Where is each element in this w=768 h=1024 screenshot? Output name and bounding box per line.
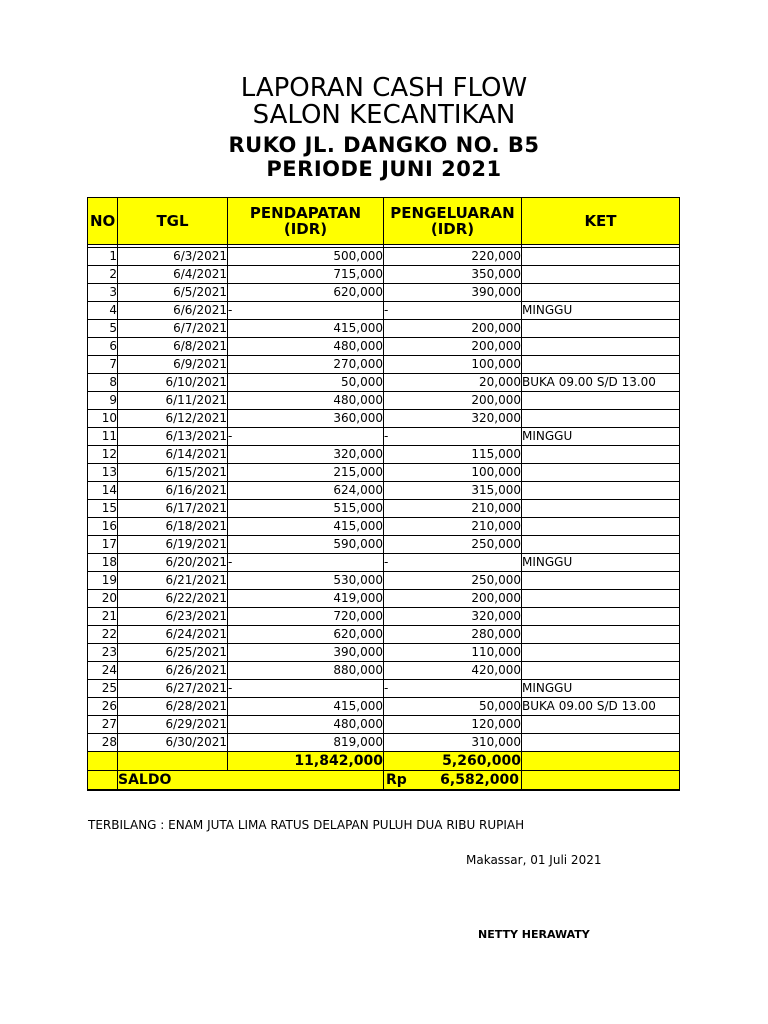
row-ket: MINGGU	[522, 302, 680, 320]
row-pendapatan: -	[228, 428, 384, 446]
row-no: 25	[88, 680, 118, 698]
row-date: 6/7/2021	[118, 320, 228, 338]
row-pengeluaran: 280,000	[384, 626, 522, 644]
row-date: 6/3/2021	[118, 248, 228, 266]
row-ket: MINGGU	[522, 680, 680, 698]
row-date: 6/27/2021	[118, 680, 228, 698]
row-pendapatan: 415,000	[228, 518, 384, 536]
row-pendapatan: 720,000	[228, 608, 384, 626]
table-row	[88, 536, 680, 554]
row-no: 6	[88, 338, 118, 356]
row-pendapatan: 480,000	[228, 392, 384, 410]
row-pendapatan: 360,000	[228, 410, 384, 428]
row-date: 6/11/2021	[118, 392, 228, 410]
row-ket	[522, 338, 680, 356]
row-pengeluaran: 110,000	[384, 644, 522, 662]
row-pengeluaran: 210,000	[384, 500, 522, 518]
row-pendapatan: 620,000	[228, 284, 384, 302]
row-pengeluaran: -	[384, 680, 522, 698]
col-header-pendapatan	[228, 198, 384, 245]
table-row	[88, 554, 680, 572]
table-row	[88, 464, 680, 482]
row-pengeluaran: 320,000	[384, 608, 522, 626]
row-no: 1	[88, 248, 118, 266]
row-pendapatan: 480,000	[228, 716, 384, 734]
address: RUKO JL. DANGKO NO. B5	[228, 133, 540, 157]
row-ket: BUKA 09.00 S/D 13.00	[522, 374, 680, 392]
row-no: 15	[88, 500, 118, 518]
row-date: 6/14/2021	[118, 446, 228, 464]
saldo-ket-cell	[522, 771, 680, 791]
row-pengeluaran: 350,000	[384, 266, 522, 284]
saldo-value: 6,582,000	[440, 772, 519, 788]
row-no: 27	[88, 716, 118, 734]
period: PERIODE JUNI 2021	[266, 157, 502, 181]
row-pendapatan: 419,000	[228, 590, 384, 608]
row-ket	[522, 446, 680, 464]
row-ket: BUKA 09.00 S/D 13.00	[522, 698, 680, 716]
table-row	[88, 266, 680, 284]
row-pendapatan: 515,000	[228, 500, 384, 518]
row-date: 6/26/2021	[118, 662, 228, 680]
total-row	[88, 752, 680, 771]
col-header-ket: KET	[522, 198, 680, 245]
row-no: 3	[88, 284, 118, 302]
row-pengeluaran: 200,000	[384, 392, 522, 410]
row-ket	[522, 464, 680, 482]
row-ket	[522, 608, 680, 626]
row-pendapatan: 624,000	[228, 482, 384, 500]
row-pendapatan: 819,000	[228, 734, 384, 752]
row-ket	[522, 518, 680, 536]
report-title: LAPORAN CASH FLOW	[240, 73, 528, 103]
row-no: 23	[88, 644, 118, 662]
table-row	[88, 662, 680, 680]
row-ket	[522, 644, 680, 662]
table-row	[88, 698, 680, 716]
row-ket	[522, 248, 680, 266]
saldo-no-cell	[88, 771, 118, 791]
table-row	[88, 716, 680, 734]
col-header-pengeluaran	[384, 198, 522, 245]
row-pendapatan: -	[228, 554, 384, 572]
row-no: 9	[88, 392, 118, 410]
row-pendapatan: 480,000	[228, 338, 384, 356]
row-no: 28	[88, 734, 118, 752]
table-row	[88, 428, 680, 446]
table-row	[88, 248, 680, 266]
table-row	[88, 446, 680, 464]
table-row	[88, 374, 680, 392]
row-pengeluaran: 250,000	[384, 572, 522, 590]
row-date: 6/15/2021	[118, 464, 228, 482]
table-row	[88, 572, 680, 590]
row-pengeluaran: 20,000	[384, 374, 522, 392]
table-row	[88, 392, 680, 410]
row-ket	[522, 662, 680, 680]
row-date: 6/9/2021	[118, 356, 228, 374]
row-date: 6/20/2021	[118, 554, 228, 572]
row-pendapatan: 320,000	[228, 446, 384, 464]
row-ket	[522, 392, 680, 410]
row-ket	[522, 266, 680, 284]
table-row	[88, 482, 680, 500]
table-row	[88, 338, 680, 356]
row-pendapatan: 590,000	[228, 536, 384, 554]
row-pengeluaran: -	[384, 554, 522, 572]
row-ket: MINGGU	[522, 428, 680, 446]
row-no: 20	[88, 590, 118, 608]
row-pengeluaran: 100,000	[384, 464, 522, 482]
header-row	[88, 198, 680, 245]
row-date: 6/30/2021	[118, 734, 228, 752]
total-tgl-cell	[118, 752, 228, 771]
row-ket: MINGGU	[522, 554, 680, 572]
table-row	[88, 410, 680, 428]
row-pendapatan: 530,000	[228, 572, 384, 590]
row-pendapatan: 620,000	[228, 626, 384, 644]
row-no: 11	[88, 428, 118, 446]
row-pengeluaran: 210,000	[384, 518, 522, 536]
row-no: 19	[88, 572, 118, 590]
table-body	[88, 248, 680, 752]
row-no: 18	[88, 554, 118, 572]
row-no: 26	[88, 698, 118, 716]
row-pengeluaran: 200,000	[384, 338, 522, 356]
row-no: 16	[88, 518, 118, 536]
row-date: 6/23/2021	[118, 608, 228, 626]
row-pengeluaran: 200,000	[384, 320, 522, 338]
row-date: 6/12/2021	[118, 410, 228, 428]
row-pengeluaran: -	[384, 302, 522, 320]
row-pengeluaran: 390,000	[384, 284, 522, 302]
saldo-label: SALDO	[118, 771, 384, 791]
row-no: 13	[88, 464, 118, 482]
row-pendapatan: -	[228, 302, 384, 320]
row-ket	[522, 716, 680, 734]
row-date: 6/8/2021	[118, 338, 228, 356]
cash-flow-table	[87, 197, 680, 791]
total-ket-cell	[522, 752, 680, 771]
row-no: 4	[88, 302, 118, 320]
row-date: 6/5/2021	[118, 284, 228, 302]
row-no: 22	[88, 626, 118, 644]
table-row	[88, 518, 680, 536]
row-no: 7	[88, 356, 118, 374]
row-ket	[522, 590, 680, 608]
row-pendapatan: 500,000	[228, 248, 384, 266]
table-row	[88, 644, 680, 662]
row-ket	[522, 626, 680, 644]
row-pengeluaran: -	[384, 428, 522, 446]
col-header-tgl: TGL	[118, 198, 228, 245]
row-pendapatan: 390,000	[228, 644, 384, 662]
row-ket	[522, 734, 680, 752]
row-no: 8	[88, 374, 118, 392]
row-pendapatan: 50,000	[228, 374, 384, 392]
row-date: 6/25/2021	[118, 644, 228, 662]
row-pengeluaran: 320,000	[384, 410, 522, 428]
row-date: 6/29/2021	[118, 716, 228, 734]
row-no: 5	[88, 320, 118, 338]
row-date: 6/24/2021	[118, 626, 228, 644]
table-row	[88, 500, 680, 518]
table-row	[88, 626, 680, 644]
row-no: 17	[88, 536, 118, 554]
row-pendapatan: 880,000	[228, 662, 384, 680]
table-row	[88, 284, 680, 302]
table-row	[88, 680, 680, 698]
row-date: 6/19/2021	[118, 536, 228, 554]
row-no: 12	[88, 446, 118, 464]
amount-in-words: TERBILANG : ENAM JUTA LIMA RATUS DELAPAN PULUH DUA RIBU RUPIAH	[88, 818, 525, 832]
row-no: 14	[88, 482, 118, 500]
row-date: 6/13/2021	[118, 428, 228, 446]
row-pengeluaran: 50,000	[384, 698, 522, 716]
row-pengeluaran: 315,000	[384, 482, 522, 500]
saldo-amount-cell	[384, 771, 522, 791]
row-ket	[522, 320, 680, 338]
row-pengeluaran: 200,000	[384, 590, 522, 608]
row-pendapatan: 415,000	[228, 320, 384, 338]
row-no: 2	[88, 266, 118, 284]
row-pengeluaran: 310,000	[384, 734, 522, 752]
row-ket	[522, 536, 680, 554]
col-header-pengeluaran-label: PENGELUARAN (IDR)	[390, 204, 515, 238]
row-ket	[522, 572, 680, 590]
row-ket	[522, 500, 680, 518]
row-pengeluaran: 120,000	[384, 716, 522, 734]
total-pengeluaran: 5,260,000	[384, 752, 522, 771]
row-no: 24	[88, 662, 118, 680]
table-row	[88, 320, 680, 338]
row-ket	[522, 410, 680, 428]
table-row	[88, 734, 680, 752]
col-header-pendapatan-label: PENDAPATAN (IDR)	[249, 204, 362, 238]
table-row	[88, 608, 680, 626]
table-row	[88, 590, 680, 608]
col-header-no: NO	[88, 198, 118, 245]
row-pengeluaran: 420,000	[384, 662, 522, 680]
row-pendapatan: 215,000	[228, 464, 384, 482]
row-pengeluaran: 250,000	[384, 536, 522, 554]
row-no: 10	[88, 410, 118, 428]
row-ket	[522, 284, 680, 302]
row-date: 6/18/2021	[118, 518, 228, 536]
total-no-cell	[88, 752, 118, 771]
row-date: 6/6/2021	[118, 302, 228, 320]
row-pengeluaran: 220,000	[384, 248, 522, 266]
row-date: 6/16/2021	[118, 482, 228, 500]
row-ket	[522, 482, 680, 500]
business-name: SALON KECANTIKAN	[252, 100, 516, 130]
signer-name: NETTY HERAWATY	[478, 928, 590, 941]
row-date: 6/17/2021	[118, 500, 228, 518]
row-pengeluaran: 100,000	[384, 356, 522, 374]
row-date: 6/10/2021	[118, 374, 228, 392]
row-ket	[522, 356, 680, 374]
table-row	[88, 356, 680, 374]
row-pendapatan: 415,000	[228, 698, 384, 716]
row-date: 6/4/2021	[118, 266, 228, 284]
row-pendapatan: 715,000	[228, 266, 384, 284]
row-date: 6/28/2021	[118, 698, 228, 716]
row-pendapatan: -	[228, 680, 384, 698]
saldo-row	[88, 771, 680, 791]
row-pendapatan: 270,000	[228, 356, 384, 374]
place-date: Makassar, 01 Juli 2021	[466, 853, 602, 867]
table-row	[88, 302, 680, 320]
row-date: 6/21/2021	[118, 572, 228, 590]
saldo-currency: Rp	[386, 772, 407, 788]
row-date: 6/22/2021	[118, 590, 228, 608]
total-pendapatan: 11,842,000	[228, 752, 384, 771]
row-pengeluaran: 115,000	[384, 446, 522, 464]
row-no: 21	[88, 608, 118, 626]
